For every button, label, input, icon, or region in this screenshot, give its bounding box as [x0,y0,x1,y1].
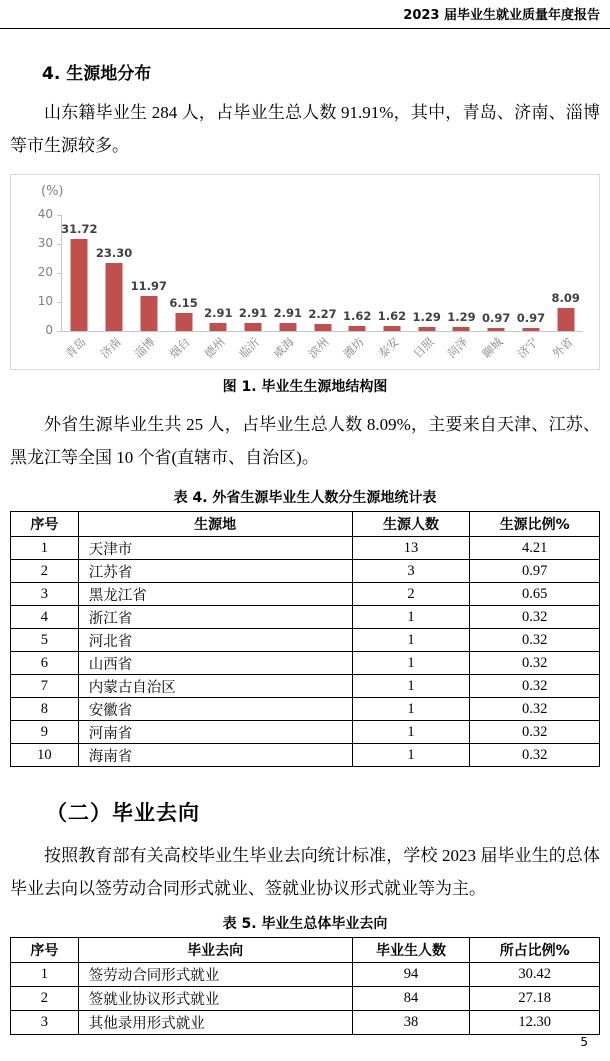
bar-slot [270,215,305,331]
table-cell: 2 [352,583,470,606]
table-row [11,675,600,698]
table-cell: 1 [11,963,79,987]
table-row [11,698,600,721]
bar [522,328,539,331]
bar-slot [305,215,340,331]
column-header: 毕业生人数 [352,938,470,963]
plot-area-bars [62,215,583,331]
category-label: 菏泽 [444,334,472,361]
table-cell: 12.30 [470,1011,600,1035]
table-cell: 内蒙古自治区 [78,675,352,698]
category-label: 聊城 [479,334,506,361]
bar-value-label: 6.15 [169,296,198,311]
y-axis-tick-mark [57,331,61,332]
bar-value-label: 11.97 [130,279,168,294]
category-label: 济南 [96,334,124,361]
plot-area [61,215,583,332]
table-cell: 0.32 [470,721,600,744]
table5-header [11,938,600,963]
bar-slot [97,215,132,331]
bar [210,323,227,331]
table4 [10,511,600,767]
category-label: 烟台 [166,334,193,361]
bar [488,328,505,331]
table-cell: 4 [11,606,79,629]
bar [279,323,296,331]
bar [557,308,574,331]
table-row [11,606,600,629]
bar-value-label: 0.97 [481,311,511,326]
table-cell: 13 [352,537,470,560]
category-label: 临沂 [236,334,263,361]
y-axis-tick-label: 40 [37,207,53,221]
table-cell: 0.32 [470,744,600,767]
table-cell: 2 [11,987,79,1011]
table-cell: 0.32 [470,629,600,652]
x-axis-labels [61,333,583,367]
table-cell: 河北省 [78,629,352,652]
table-cell: 3 [11,583,79,606]
table-row [11,583,600,606]
table-cell: 7 [11,675,79,698]
y-axis-tick-mark [57,302,61,303]
table4-caption: 表 4. 外省生源毕业生人数分生源地统计表 [173,490,437,506]
table-cell: 27.18 [470,987,600,1011]
bar [140,296,157,331]
table-cell: 1 [352,606,470,629]
table-cell: 天津市 [78,537,352,560]
table-cell: 0.32 [470,698,600,721]
table-cell: 1 [352,629,470,652]
column-header: 序号 [11,512,79,537]
table-cell: 10 [11,744,79,767]
table5 [10,937,600,1035]
table-row [11,987,600,1011]
bar [383,326,400,331]
table-header-row [11,512,600,537]
table-cell: 山西省 [78,652,352,675]
table-cell: 1 [352,698,470,721]
bar-value-label: 2.91 [273,305,302,320]
y-axis-tick-mark [57,244,61,245]
bar-slot [444,215,479,331]
bar-slot [548,215,583,331]
table5-caption: 表 5. 毕业生总体毕业去向 [222,916,388,932]
table-cell: 3 [11,1011,79,1035]
column-header: 生源人数 [352,512,470,537]
bar [106,263,123,331]
bar-value-label: 1.62 [377,309,407,324]
table-header-row [11,938,600,963]
bar-slot [409,215,444,331]
table-row [11,560,600,583]
table-cell: 38 [352,1011,470,1035]
column-header: 毕业去向 [78,938,352,963]
bar-value-label: 1.29 [412,310,441,325]
table-row [11,721,600,744]
table-cell: 1 [11,537,79,560]
category-label: 外省 [549,334,576,361]
table-cell: 1 [352,675,470,698]
section2-heading: （二）毕业去向 [46,801,200,825]
page-header [0,0,610,29]
table-row [11,963,600,987]
table-cell: 0.32 [470,675,600,698]
bar-chart [10,174,600,370]
table-cell: 2 [11,560,79,583]
figure-caption: 图 1. 毕业生生源地结构图 [222,379,388,395]
bar-value-label: 8.09 [551,290,580,305]
bar-slot [201,215,236,331]
table-cell: 0.97 [470,560,600,583]
page-number: 5 [580,1035,588,1049]
bar-value-label: 23.30 [95,246,133,261]
y-axis-tick-label: 30 [37,236,53,250]
table-row [11,652,600,675]
table-cell: 1 [352,652,470,675]
category-label: 威海 [270,334,298,361]
header-title: 2023 届毕业生就业质量年度报告 [403,8,600,23]
table-cell: 6 [11,652,79,675]
bar [71,239,88,331]
bar-value-label: 2.91 [238,305,268,320]
bar-slot [375,215,410,331]
table-cell: 其他录用形式就业 [78,1011,352,1035]
table-cell: 5 [11,629,79,652]
y-axis-tick-mark [57,215,61,216]
table-cell: 河南省 [78,721,352,744]
table-cell: 9 [11,721,79,744]
y-axis-tick-label: 20 [37,265,53,279]
table-cell: 1 [352,744,470,767]
bar-value-label: 1.29 [447,310,476,325]
table-cell: 海南省 [78,744,352,767]
category-label: 淄博 [131,334,158,361]
table-cell: 黑龙江省 [78,583,352,606]
table-cell: 0.32 [470,606,600,629]
bar-value-label: 31.72 [61,222,98,237]
y-axis-tick-label: 10 [37,294,53,308]
bar [349,326,366,331]
category-label: 潍坊 [340,334,367,361]
table-row [11,537,600,560]
table-cell: 0.65 [470,583,600,606]
category-label: 泰安 [375,334,402,361]
table4-header [11,512,600,537]
section4-paragraph-1: 山东籍毕业生 284 人，占毕业生总人数 91.91%，其中，青岛、济南、淄博等市生源较多。 [10,103,600,155]
table-cell: 江苏省 [78,560,352,583]
bar-slot [166,215,201,331]
table-cell: 签劳动合同形式就业 [78,963,352,987]
table-cell: 94 [352,963,470,987]
bar-slot [514,215,549,331]
bar [453,327,470,331]
table-row [11,1011,600,1035]
table4-body [11,537,600,767]
section4-heading: 4. 生源地分布 [42,64,152,84]
table-cell: 30.42 [470,963,600,987]
column-header: 生源地 [78,512,352,537]
table-cell: 0.32 [470,652,600,675]
table-cell: 安徽省 [78,698,352,721]
bar [314,324,331,331]
bar [175,313,192,331]
table-cell: 84 [352,987,470,1011]
column-header: 所占比例% [470,938,600,963]
category-label: 青岛 [62,334,89,361]
section4-paragraph-2: 外省生源毕业生共 25 人，占毕业生总人数 8.09%，主要来自天津、江苏、黑龙江等全国 10 个省(直辖市、自治区)。 [10,415,600,467]
table-cell: 浙江省 [78,606,352,629]
bar-slot [131,215,166,331]
bar-slot [479,215,514,331]
table-cell: 签就业协议形式就业 [78,987,352,1011]
table-cell: 3 [352,560,470,583]
y-axis-unit-label: (%) [41,184,64,199]
bar [418,327,435,331]
category-label: 济宁 [514,334,541,361]
category-label: 德州 [201,334,228,361]
table-row [11,629,600,652]
bar [245,323,262,331]
table-cell: 1 [352,721,470,744]
bar-value-label: 0.97 [516,311,546,326]
section2-paragraph: 按照教育部有关高校毕业生毕业去向统计标准，学校 2023 届毕业生的总体毕业去向以签劳动合同形式就业、签就业协议形式就业等为主。 [10,846,600,898]
y-axis-tick-mark [57,273,61,274]
bar-slot [340,215,375,331]
bar-slot [236,215,271,331]
category-label: 日照 [410,334,437,361]
bar-value-label: 1.62 [343,309,372,324]
table-cell: 4.21 [470,537,600,560]
table-cell: 8 [11,698,79,721]
page-content [0,59,610,1035]
column-header: 生源比例% [470,512,600,537]
table5-body [11,963,600,1035]
bar-slot [62,215,97,331]
column-header: 序号 [11,938,79,963]
bar-value-label: 2.27 [308,307,337,322]
bar-value-label: 2.91 [204,305,233,320]
y-axis-tick-label: 0 [45,323,53,337]
category-label: 滨州 [305,334,332,361]
table-row [11,744,600,767]
